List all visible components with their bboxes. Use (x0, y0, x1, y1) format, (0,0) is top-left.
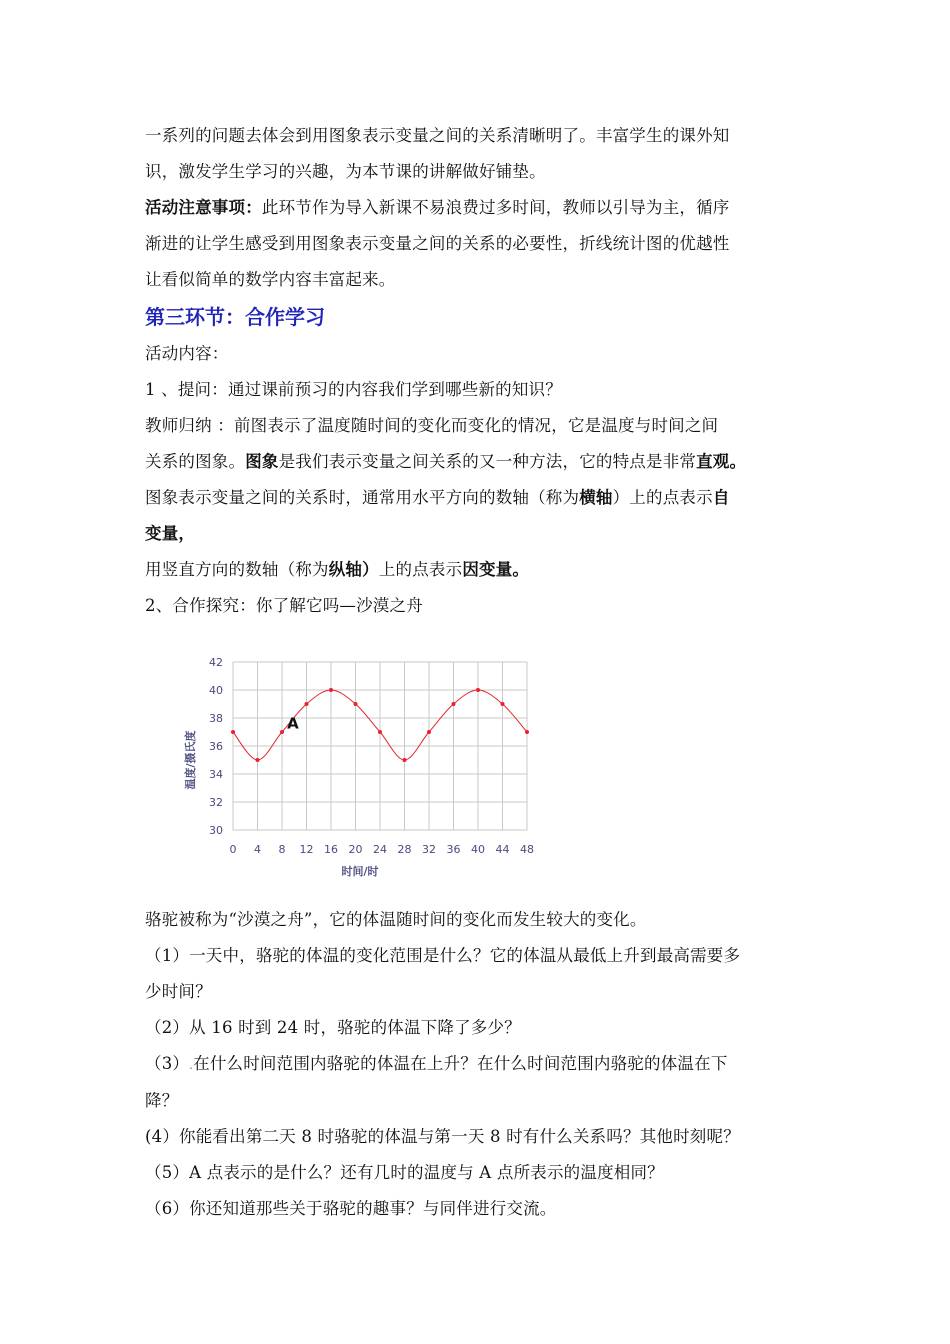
y-tick-label: 38 (209, 712, 223, 725)
teacher-summary-1: 教师归纳 ：前图表示了温度随时间的变化而变化的情况，它是温度与时间之间 (145, 416, 719, 435)
data-point (305, 702, 309, 706)
y-tick-label: 34 (209, 768, 223, 781)
camel-question-1a: （1）一天中，骆驼的体温的变化范围是什么？它的体温从最低上升到最高需要多 (145, 946, 741, 965)
y-tick-label: 30 (209, 824, 223, 837)
term-image: 图象 (245, 452, 279, 471)
y-tick-label: 32 (209, 796, 223, 809)
camel-question-3a (145, 1046, 815, 1083)
intro-line-2: 识，激发学生学习的兴趣，为本节课的讲解做好铺垫。 (145, 162, 546, 181)
x-tick-label: 44 (495, 843, 510, 856)
x-tick-label: 32 (422, 843, 436, 856)
y-ticks (209, 656, 223, 837)
q3-dot: . (189, 1058, 194, 1072)
x-tick-label: 4 (254, 843, 261, 856)
teacher-summary-2 (145, 444, 815, 480)
data-point (280, 730, 284, 734)
data-point (354, 702, 358, 706)
term-intuitive: 直观。 (696, 452, 747, 471)
camel-questions (145, 902, 815, 1227)
x-ticks (230, 843, 535, 856)
camel-question-6: （6）你还知道那些关于骆驼的趣事？与同伴进行交流。 (145, 1199, 557, 1218)
term-dependent: 因变量。 (462, 560, 530, 579)
document-body (145, 118, 815, 624)
x-tick-label: 28 (397, 843, 412, 856)
data-point (378, 730, 382, 734)
teacher-text: ）上的点表示 (612, 488, 713, 507)
activity-label: 活动内容： (145, 344, 229, 363)
data-point (501, 702, 505, 706)
camel-question-1b: 少时间？ (145, 982, 212, 1001)
question-1: 1 、提问：通过课前预习的内容我们学到哪些新的知识？ (145, 380, 562, 399)
temperature-chart (180, 650, 550, 885)
x-tick-label: 36 (446, 843, 461, 856)
x-tick-label: 20 (348, 843, 363, 856)
data-point (403, 758, 407, 762)
teacher-text: 上的点表示 (378, 560, 463, 579)
y-tick-label: 42 (209, 656, 223, 669)
camel-question-4: (4）你能看出第二天 8 时骆驼的体温与第一天 8 时有什么关系吗？其他时刻呢？ (145, 1127, 740, 1146)
section-heading: 第三环节：合作学习 (145, 305, 325, 329)
y-tick-label: 40 (209, 684, 223, 697)
notes-line-1 (145, 190, 815, 226)
x-tick-label: 16 (324, 843, 338, 856)
notes-label: 活动注意事项： (145, 198, 262, 217)
data-point (452, 702, 456, 706)
term-independent: 自 (712, 488, 730, 507)
x-tick-label: 8 (278, 843, 286, 856)
data-point (427, 730, 431, 734)
data-point (525, 730, 529, 734)
teacher-text: 图象表示变量之间的关系时，通常用水平方向的数轴（称为 (145, 488, 580, 507)
data-point (329, 688, 333, 692)
data-point (476, 688, 480, 692)
camel-question-3b: 降？ (145, 1091, 179, 1110)
camel-intro: 骆驼被称为“沙漠之舟”，它的体温随时间的变化而发生较大的变化。 (145, 910, 647, 929)
x-tick-label: 40 (471, 843, 485, 856)
teacher-text: 是我们表示变量之间关系的又一种方法，它的特点是非常 (278, 452, 697, 471)
x-tick-label: 0 (229, 843, 237, 856)
teacher-summary-4: 变量， (145, 524, 196, 543)
camel-question-5: （5）A 点表示的是什么？还有几时的温度与 A 点所表示的温度相同？ (145, 1163, 664, 1182)
intro-line-1: 一系列的问题去体会到用图象表示变量之间的关系清晰明了。丰富学生的课外知 (145, 126, 730, 145)
data-point (231, 730, 235, 734)
chart-grid (233, 662, 527, 830)
x-tick-label: 24 (373, 843, 387, 856)
chart-svg (180, 650, 550, 885)
q3-prefix: （3） (145, 1054, 190, 1073)
teacher-summary-5 (145, 552, 815, 588)
teacher-text: 关系的图象。 (145, 452, 246, 471)
x-tick-label: 48 (520, 843, 534, 856)
y-axis-label: 温度/摄氏度 (184, 730, 197, 790)
question-2: 2、合作探究：你了解它吗—沙漠之舟 (145, 596, 423, 615)
data-point (256, 758, 260, 762)
term-vertical-axis: 纵轴） (328, 560, 379, 579)
notes-line-2: 渐进的让学生感受到用图象表示变量之间的关系的必要性，折线统计图的优越性 (145, 234, 730, 253)
x-tick-label: 12 (299, 843, 314, 856)
q3-text: 在什么时间范围内骆驼的体温在上升？在什么时间范围内骆驼的体温在下 (193, 1054, 728, 1073)
teacher-text: 用竖直方向的数轴（称为 (145, 560, 329, 579)
term-horizontal-axis: 横轴 (579, 488, 613, 507)
notes-text-1: 此环节作为导入新课不易浪费过多时间，教师以引导为主，循序 (261, 198, 730, 217)
annotation-a: A (287, 714, 299, 733)
x-axis-label: 时间/时 (341, 865, 379, 878)
teacher-summary-3 (145, 480, 815, 516)
y-tick-label: 36 (209, 740, 223, 753)
notes-line-3: 让看似简单的数学内容丰富起来。 (145, 270, 396, 289)
camel-question-2: （2）从 16 时到 24 时，骆驼的体温下降了多少？ (145, 1018, 521, 1037)
